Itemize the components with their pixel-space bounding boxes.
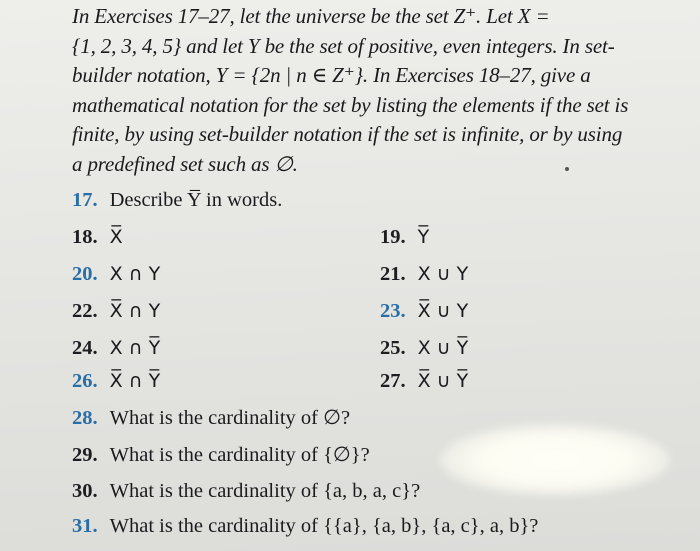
exercise-number: 24. — [72, 337, 98, 359]
exercise-18 — [72, 226, 123, 249]
exercise-number: 30. — [72, 480, 98, 502]
exercise-number: 20. — [72, 263, 98, 285]
intro-line: builder notation, Y = {2n | n ∈ Z⁺}. In Exercises 18–27, give a — [72, 63, 591, 88]
exercise-number: 21. — [380, 263, 406, 285]
exercise-17 — [72, 189, 282, 212]
light-glare — [440, 424, 670, 496]
exercise-26 — [72, 370, 160, 393]
exercise-number: 29. — [72, 444, 98, 466]
exercise-expression: X ∩ Y̅ — [109, 337, 161, 359]
exercise-expression: X ∪ Y — [417, 263, 469, 285]
exercise-number: 27. — [380, 370, 406, 392]
exercise-instructions — [72, 2, 688, 180]
exercise-number: 18. — [72, 226, 98, 248]
exercise-expression: X̅ ∪ Y̅ — [417, 370, 469, 392]
exercise-30 — [72, 480, 420, 503]
exercise-number: 26. — [72, 370, 98, 392]
exercise-expression: X̅ — [109, 226, 123, 248]
exercise-number: 31. — [72, 515, 98, 537]
exercise-number: 28. — [72, 407, 98, 429]
exercise-19 — [380, 226, 429, 249]
exercise-text: What is the cardinality of {{a}, {a, b}, {a, c}, a, b}? — [109, 515, 539, 537]
exercise-22 — [72, 300, 160, 323]
intro-line: {1, 2, 3, 4, 5} and let Y be the set of positive, even integers. In set- — [72, 33, 615, 58]
page-speck — [565, 167, 569, 171]
exercise-25 — [380, 337, 468, 360]
intro-line: finite, by using set-builder notation if the set is infinite, or by using — [72, 122, 623, 147]
exercise-expression: X ∩ Y — [109, 263, 161, 285]
exercise-number: 17. — [72, 189, 98, 211]
intro-line: mathematical notation for the set by listing the elements if the set is — [72, 92, 629, 117]
exercise-expression: X̅ ∩ Y̅ — [109, 370, 161, 392]
exercise-text: Describe Y̅ in words. — [109, 189, 283, 211]
exercise-expression: X ∪ Y̅ — [417, 337, 469, 359]
exercise-28 — [72, 405, 350, 430]
exercise-20 — [72, 263, 160, 286]
exercise-number: 25. — [380, 337, 406, 359]
exercise-number: 23. — [380, 300, 406, 322]
exercise-text: What is the cardinality of ∅? — [109, 407, 351, 429]
intro-line: In Exercises 17–27, let the universe be the set Z⁺. Let X = — [72, 4, 550, 28]
exercise-expression: X̅ ∪ Y — [417, 300, 469, 322]
exercise-expression: Y̅ — [417, 226, 430, 248]
exercise-text: What is the cardinality of {∅}? — [109, 444, 370, 466]
exercise-expression: X̅ ∩ Y — [109, 300, 161, 322]
exercise-29 — [72, 442, 370, 467]
exercise-24 — [72, 337, 160, 360]
exercise-number: 22. — [72, 300, 98, 322]
exercise-number: 19. — [380, 226, 406, 248]
exercise-31 — [72, 515, 538, 538]
intro-line: a predefined set such as ∅. — [72, 151, 298, 176]
exercise-21 — [380, 263, 468, 286]
exercise-text: What is the cardinality of {a, b, a, c}? — [109, 480, 421, 502]
exercise-27 — [380, 370, 468, 393]
exercise-23 — [380, 300, 468, 323]
